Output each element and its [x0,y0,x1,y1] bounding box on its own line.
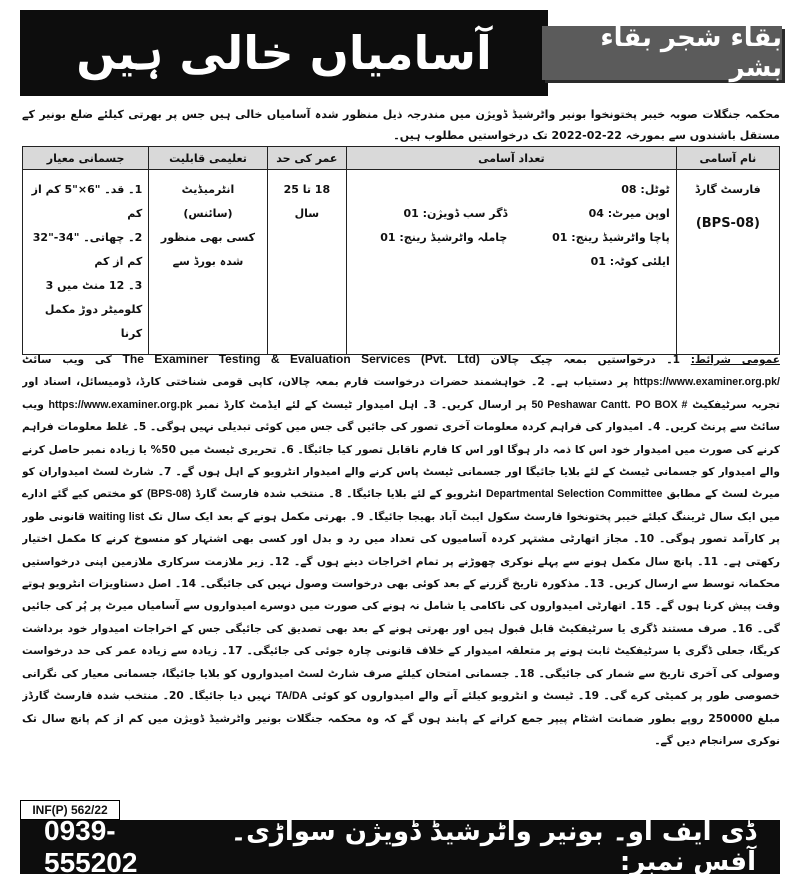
examiner-url-link-2[interactable]: https://www.examiner.org.pk [48,398,193,411]
vac-total: ٹوٹل: 08 [621,183,670,196]
vac-district: ڈگر سب ڈویژن: 01 [403,207,508,220]
headline-title: آسامیاں خالی ہیں [76,26,492,80]
cell-age: 18 تا 25 سال [267,170,346,355]
cell-post [676,170,779,355]
phys-line-3: 3۔ 12 منٹ میں 3 کلومیٹر دوڑ مکمل کرنا [44,279,143,340]
cell-vacancies [346,170,676,355]
po-box: PO BOX # [635,398,688,411]
waiting-list-term: waiting list [89,510,145,523]
post-name: فارسٹ گارڈ [695,183,761,196]
vac-open-merit: اوپن میرٹ: 04 [588,207,670,220]
terms-label: عمومی شرائط: [690,354,780,366]
office-address: ڈی ایف او۔ بونیر واٹرشیڈ ڈویژن سواڑی۔ آفس نمبر: [230,817,756,877]
office-phone: 0939-555202 [44,815,138,878]
header-vacancies: تعداد آسامی [346,147,676,170]
vac-elai: ایلئی کوٹہ: 01 [590,255,670,268]
terms-part-7: قانونی طور پر کارآمد تصور ہوگی۔ 10۔ مجاز اتھارٹی مشتہر کردہ آسامیوں کی تعداد میں رد و بدل اور کسی بھی اشتہار کو منسوخ کرنے کا مکمل اختیار رکھتی ہے۔ 11۔ پانچ سال مکمل ہونے سے پہلے نوکری چھوڑنے پر تمام اخراجات دینے ہوں گے۔ 12۔ زیر ملازمت سرکاری ملازمین اپنی درخواستیں محکمانہ توسط سے ارسال کریں۔ 13۔ مذکورہ تاریخ گزرنے کے بعد کوئی بھی درخواست وصول نہیں کی جائیگی۔ 14۔ اصل دستاویزات انٹرویو ہوتے وقت پیش کرنا ہوں گے۔ 15۔ اتھارٹی امیدواروں کی ناکامی یا شامل نہ ہونے کی صورت میں دوسرے امیدواروں سے آسامیاں میرٹ پر پُر کی جائیں گی۔ 16۔ صرف مستند ڈگری یا سرٹیفکیٹ قابل قبول ہیں اور بھرتی ہونے کے بعد بھی تصدیق کی جائیگی جس کے اخراجات امیدوار خود برداشت کریگا، جعلی ڈگری یا سرٹیفکیٹ ثابت ہونے پر متعلقہ امیدوار کے خلاف قانونی چارہ جوئی کی جائیگی۔ 17۔ زیادہ سے زیادہ عمر کی حد درخواست وصولی کی آخری تاریخ سے شمار کی جائیگی۔ 18۔ جسمانی امتحان کیلئے صرف شارٹ لسٹ امیدواروں کو بلایا جائیگا، جسمانی معیار کی نگرانی خصوصی طور پر کمیٹی کرے گی۔ 19۔ ٹیسٹ و انٹرویو کیلئے آنے والے امیدواروں کو کوئی [22,510,780,703]
terms-part-1b: کی ویب سائٹ [22,354,112,366]
terms-part-5: انٹرویو کے لئے بلایا جائیگا۔ 8۔ منتخب شدہ فارسٹ گارڈ [195,488,482,501]
slogan-banner [542,23,782,83]
terms-part-2: پر دستیاب ہے۔ 2۔ خواہشمند حضرات درخواست فارم بمعہ چالان، کاپی قومی شناختی کارڈ، ڈومیسائل، اسناد اور تجربہ سرٹیفکیٹ [22,376,780,411]
header-physical: جسمانی معیار [23,147,149,170]
terms-part-4: ویب سائٹ سے پرنٹ کریں۔ 4۔ امیدوار کی فراہم کردہ معلومات آخری تصور کی جائیں گی جس میں کوئی تبدیلی نہیں ہوگی۔ 5۔ غلط معلومات فراہم کرنے کی صورت میں امیدوار خود اس کا ذمہ دار ہوگا اور اس کا فارم ناقابل تصور کیا جائیگا۔ 6۔ تحریری ٹیسٹ میں 50% یا زیادہ نمبر حاصل کرنے والے امیدوار کو جسمانی ٹیسٹ کے لئے بلایا جائیگا اور جسمانی ٹیسٹ پاس کرنے والے امیدوار انٹرویو کے اہل ہوں گے۔ 7۔ شارٹ لسٹ امیدواران کو میرٹ لسٹ کے مطابق [22,398,780,501]
headline-banner [20,10,548,96]
table-header-row [23,147,780,170]
table-row [23,170,780,355]
terms-part-3: پر ارسال کریں۔ 3۔ اہل امیدوار ٹیسٹ کے لئے ایڈمٹ کارڈ نمبر [197,398,527,411]
terms-part-1a: 1۔ درخواستیں بمعہ چیک چالان [490,354,680,366]
phys-line-2: 2۔ چھاتی۔ "34-"32 کم از کم [32,231,143,268]
post-bps: (BPS-08) [695,216,760,231]
header-age: عمر کی حد [267,147,346,170]
edu-line-1: انٹرمیڈیٹ (سائنس) [181,183,235,220]
tada-term: TA/DA [275,690,308,703]
vacancy-table [22,146,780,355]
bps-term: (BPS-08) [147,488,192,501]
slogan-text: بقاء شجر بقاء بشر [600,23,782,83]
vac-chamla: چاملہ واٹرشیڈ رینج: 01 [380,231,508,244]
inf-reference: INF(P) 562/22 [20,800,120,820]
phys-line-1: 1۔ قد۔ "6×"5 کم از کم [31,183,143,220]
peshawar-address: 50 Peshawar Cantt. [531,398,631,411]
terms-part-8: نہیں دیا جائیگا۔ 20۔ منتخب شدہ فارسٹ گارڈز مبلغ 250000 روپے بطور ضمانت اشٹام پیپر جمع کرانے کے پابند ہوں گے کہ وہ محکمہ جنگلات بونیر واٹرشیڈ ڈویژن میں کم از کم پانچ سال تک نوکری سرانجام دیں گے۔ [22,690,780,747]
footer-banner [20,815,780,878]
testing-company-name: The Examiner Testing & Evaluation Services (Pvt. Ltd) [122,352,480,366]
intro-paragraph: محکمہ جنگلات صوبہ خیبر پختونخوا بونیر واٹرشیڈ ڈویژن میں مندرجہ ذیل منظور شدہ آسامیاں خالی ہیں جس پر بھرتی کیلئے ضلع بونیر کے مستقل باشندوں سے بمورخہ 22-02-2022 تک درخواستیں مطلوب ہیں۔ [22,108,780,142]
general-terms [22,348,780,794]
vac-pacha: پاچا واٹرشیڈ رینج: 01 [552,231,670,244]
cell-education [149,170,268,355]
header-education: تعلیمی قابلیت [149,147,268,170]
examiner-url-link[interactable]: https://www.examiner.org.pk/ [633,376,780,389]
header-post: نام آسامی [676,147,779,170]
cell-physical [23,170,149,355]
dsc-term: Departmental Selection Committee [486,488,663,501]
terms-part-6: کو مختص کیے گئے ادارے میں ایک سال ٹریننگ کیلئے خیبر پختونخوا فارسٹ سکول ایبٹ آباد بھیجا جائیگا۔ 9۔ بھرتی مکمل ہونے کے بعد ایک سال تک [22,488,780,523]
edu-line-2: کسی بھی منظور شدہ بورڈ سے [160,231,256,268]
